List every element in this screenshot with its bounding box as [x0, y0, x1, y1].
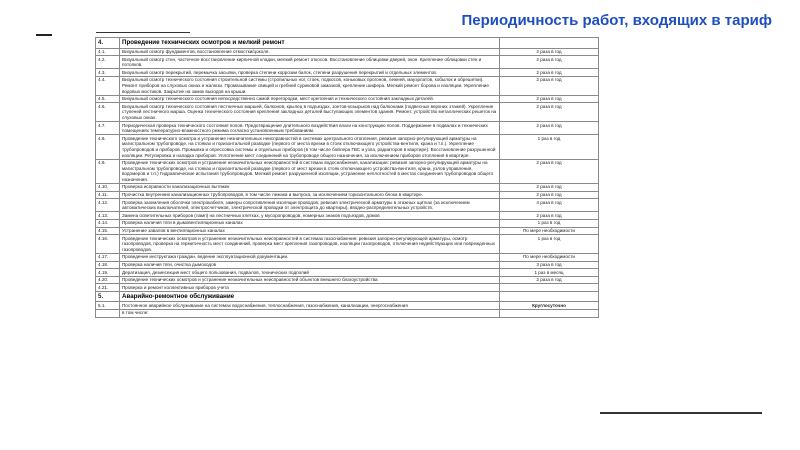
- row-number-cell: 4.6.: [96, 103, 120, 122]
- row-frequency-cell: 2 раза в год: [500, 76, 599, 95]
- row-number-cell: 4.: [96, 38, 120, 49]
- row-frequency-cell: 1 раз в год: [500, 235, 599, 254]
- row-description-cell: Проведение инструктажа граждан, ведение эксплуатационной документации.: [120, 253, 500, 261]
- table-row: [96, 269, 599, 277]
- row-number-cell: 5.: [96, 291, 120, 302]
- row-number-cell: 4.14.: [96, 219, 120, 227]
- row-description-cell: Проведение технических осмотров и устранение незначительных неисправностей в системах газоснабжения: ревизия запорно-регулирующей арматуры, осмотр газопроводов, проверка на герметичность мест соединений, проверка мест крепления газопроводов, изоляции газопроводов, отключения недействующих или поврежденных газопроводов.: [120, 235, 500, 254]
- table-row: [96, 284, 599, 292]
- header-rule: [96, 32, 190, 33]
- table-row: [96, 219, 599, 227]
- slide-title: Периодичность работ, входящих в тариф: [461, 12, 772, 29]
- table-row: [96, 69, 599, 77]
- row-frequency-cell: [500, 309, 599, 317]
- table-row: [96, 227, 599, 235]
- row-description-cell: Визуальный осмотр технического состояния строительной системы (стропильных ног, стоек, подкосов, коньковых прогонов, лежней, мауэрлатов, кобылок и обрешетки). Ремонт приборов на слуховых окнах и жалюзи. Промазывание свищей и гребней суриковой замазкой, крепление шифера. Мелкий ремонт борова и изоляции. Укрепление водовых мостиков. Закрытие на замок выходов на крыши.: [120, 76, 500, 95]
- section-row: [96, 38, 599, 49]
- row-number-cell: 4.15.: [96, 227, 120, 235]
- row-frequency-cell: [500, 291, 599, 302]
- row-description-cell: Замена осветительных приборов (ламп) на лестничных клетках, у мусоропроводов, номерных знаков подъездов, домов: [120, 212, 500, 220]
- row-description-cell: Проверка и ремонт коллективных приборов учета: [120, 284, 500, 292]
- row-description-cell: Визуальный осмотр фундаментов, восстановление отмостки/цоколя.: [120, 48, 500, 56]
- table-row: [96, 183, 599, 191]
- row-frequency-cell: 2 раза в год: [500, 56, 599, 69]
- row-description-cell: Проверка заземления оболочки электрокабеля, замеры сопротивления изоляции проводов, ревизия электрической арматуры в этажных щитках (за исключением автоматических выключателей, электросчетчиков, электрической проводки от электрощита до квартиры), вводно-распределительных устройств.: [120, 199, 500, 212]
- row-number-cell: 4.20.: [96, 276, 120, 284]
- row-frequency-cell: 2 раза в год: [500, 48, 599, 56]
- table-row: [96, 159, 599, 183]
- row-frequency-cell: [500, 38, 599, 49]
- row-number-cell: 4.21.: [96, 284, 120, 292]
- table-body: [96, 38, 599, 318]
- row-number-cell: 4.8.: [96, 135, 120, 159]
- row-description-cell: Устранение завалов в вентиляционных каналах: [120, 227, 500, 235]
- row-description-cell: Постоянное аварийное обслуживание на системах водоснабжения, теплоснабжения, газоснабжения, канализации, энергоснабжения: [120, 302, 500, 310]
- row-number-cell: 4.4.: [96, 76, 120, 95]
- row-frequency-cell: 2 раза в год: [500, 212, 599, 220]
- row-description-cell: Проверка наличия тяги, очистка дымоходов: [120, 261, 500, 269]
- footer-rule: [600, 412, 762, 414]
- row-description-cell: Проведение технических осмотров и устранение незначительных неисправностей объектов внешнего благоустройства: [120, 276, 500, 284]
- row-description-cell: Аварийно-ремонтное обслуживание: [120, 291, 500, 302]
- section-row: [96, 291, 599, 302]
- row-frequency-cell: По мере необходимости: [500, 227, 599, 235]
- row-number-cell: 4.17.: [96, 253, 120, 261]
- row-number-cell: 4.5.: [96, 95, 120, 103]
- row-description-cell: Проведение технического осмотра и устранение незначительных неисправностей в системах центрального отопления, ревизия запорно-регулирующей арматуры на магистральном трубопроводе, на стояках и горизонтальной разводке (первого от места врезки в стояк отключающего устройства-вентиля, крана и т.п.). Укрепление трубопроводов и приборов. Промывка и опрессовка системы и отдельных приборов (в том числе бойлера ГВС и узла, радиаторов в квартире). Восстановление разрушенной изоляции. Регулировка и наладка приборов. Уплотнение мест соединений на трубопроводе общего назначения, за исключением приборов отопления в квартире.: [120, 135, 500, 159]
- row-number-cell: 4.9.: [96, 159, 120, 183]
- table-row: [96, 95, 599, 103]
- table-row: [96, 76, 599, 95]
- row-description-cell: Периодическая проверка технического состояния полов. Предотвращение длительного воздействия влаги на конструкцию полов. Поддержание в подвалах и технических помещениях температурно-влажностного режима согласно установленным требованиям.: [120, 122, 500, 135]
- row-frequency-cell: 1 раз в месяц: [500, 269, 599, 277]
- row-number-cell: 4.12.: [96, 199, 120, 212]
- row-frequency-cell: 2 раза в год: [500, 122, 599, 135]
- row-frequency-cell: 1 раз в год: [500, 135, 599, 159]
- row-frequency-cell: По мере необходимости: [500, 253, 599, 261]
- row-frequency-cell: 2 раза в год: [500, 103, 599, 122]
- row-frequency-cell: 4 раза в год: [500, 199, 599, 212]
- row-number-cell: 4.7.: [96, 122, 120, 135]
- row-number-cell: 5.1.: [96, 302, 120, 310]
- row-frequency-cell: 2 раза в год: [500, 95, 599, 103]
- table-row: [96, 261, 599, 269]
- table-row: [96, 309, 599, 317]
- row-number-cell: 4.10.: [96, 183, 120, 191]
- row-description-cell: Проведение технических осмотров и устранение незначительных неисправностей в системах водоснабжения, канализации: ревизия запорно-регулирующей арматуры на магистральном трубопроводе, на стояках и горизонтальной разводке (первого от мест врезки в стояк отключающего устройства-вентиля, крана, узлов управления, водомеров и т.п.) Гидравлические испытания трубопроводов. Мелкий ремонт разрушенной изоляции, устранение неплотностей в местах соединения трубопроводов общего назначения.: [120, 159, 500, 183]
- row-number-cell: 4.13.: [96, 212, 120, 220]
- row-number-cell: 4.1.: [96, 48, 120, 56]
- dash-mark: [36, 34, 52, 36]
- row-number-cell: 4.2.: [96, 56, 120, 69]
- row-frequency-cell: 2 раза в год: [500, 159, 599, 183]
- table-row: [96, 235, 599, 254]
- row-frequency-cell: Круглосуточно: [500, 302, 599, 310]
- row-description-cell: Проверка наличия тяги в дымовентиляционных каналах: [120, 219, 500, 227]
- row-frequency-cell: 2 раза в год: [500, 191, 599, 199]
- table-row: [96, 212, 599, 220]
- row-number-cell: 4.11.: [96, 191, 120, 199]
- table-row: [96, 276, 599, 284]
- row-frequency-cell: 2 раза в год: [500, 69, 599, 77]
- row-description-cell: Проверка исправности канализационных вытяжек: [120, 183, 500, 191]
- row-number-cell: 4.18.: [96, 261, 120, 269]
- row-description-cell: Визуальный осмотр технического состояния лестничных маршей, балконов, крылец в подъездах, зонтов-козырьков над балконами (подвесных верхних этажей). Укрепление ступеней лестничного марша. Оценка технического состояния крепления закладных деталей выступающих элементов здания. Ремонт, устройство металлических решеток на слуховых окнах.: [120, 103, 500, 122]
- row-description-cell: Проведение технических осмотров и мелкий ремонт: [120, 38, 500, 49]
- table-row: [96, 253, 599, 261]
- row-description-cell: Визуальный осмотр технического состояния непосредственно самой перегородки, мест крепления и технического состояния закладных деталей.: [120, 95, 500, 103]
- table-row: [96, 199, 599, 212]
- table-row: [96, 135, 599, 159]
- row-number-cell: [96, 309, 120, 317]
- table-row: [96, 191, 599, 199]
- table-row: [96, 302, 599, 310]
- tariff-works-table: [95, 37, 599, 318]
- row-frequency-cell: 1 раз в год: [500, 219, 599, 227]
- row-frequency-cell: [500, 284, 599, 292]
- row-frequency-cell: 3 раза в год: [500, 261, 599, 269]
- row-description-cell: Прочистка внутренних канализационных трубопроводов, в том числе лежака и выпуска, за исключением горизонтального блока в квартире.: [120, 191, 500, 199]
- row-frequency-cell: 2 раза в год: [500, 276, 599, 284]
- row-number-cell: 4.16.: [96, 235, 120, 254]
- table-row: [96, 122, 599, 135]
- row-number-cell: 4.19.: [96, 269, 120, 277]
- row-description-cell: Визуальный осмотр перекрытий, перемычка засыпки, проверка степени коррозии балок, степени разрушения перекрытий и отдельных элементов.: [120, 69, 500, 77]
- row-description-cell: Визуальный осмотр стен, частичное восстановление кирпичной кладки, мелкий ремонт откосов. Восстановление облицовки дверей, окон. Крепление облицовки стен и потолков.: [120, 56, 500, 69]
- row-number-cell: 4.3.: [96, 69, 120, 77]
- row-description-cell: в том числе:: [120, 309, 500, 317]
- row-description-cell: Дератизация, дезинсекция мест общего пользования, подвалов, технических подполий: [120, 269, 500, 277]
- table-row: [96, 56, 599, 69]
- row-frequency-cell: 2 раза в год: [500, 183, 599, 191]
- table-row: [96, 48, 599, 56]
- table-row: [96, 103, 599, 122]
